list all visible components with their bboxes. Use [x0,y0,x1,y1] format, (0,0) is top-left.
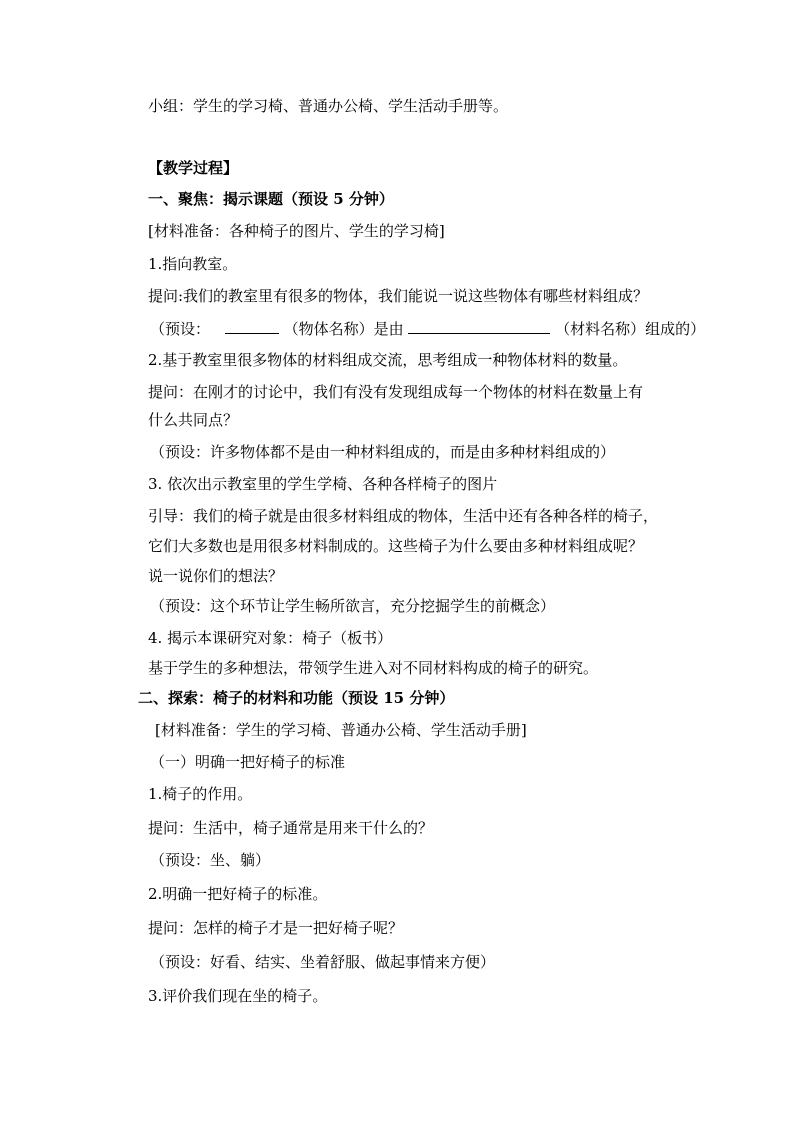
preset-label: （预设： [150,320,211,338]
materials-prep-line-2: [材料准备：学生的学习椅、普通办公椅、学生活动手册] [155,721,527,739]
preset-line-2: （预设：许多物体都不是由一种材料组成的，而是由多种材料组成的） [150,443,616,461]
preset-line-5: （预设：好看、结实、坐着舒服、做起事情来方便） [150,953,496,971]
evaluate-line: 3.评价我们现在坐的椅子。 [148,987,328,1005]
step-3-line: 3. 依次出示教室里的学生学椅、各种各样椅子的图片 [148,475,498,493]
step-2-line: 2.基于教室里很多物体的材料组成交流，思考组成一种物体材料的数量。 [148,351,628,369]
question-line-4: 提问：怎样的椅子才是一把好椅子呢？ [148,919,404,937]
question-line: 提问:我们的教室里有很多的物体，我们能说一说这些物体有哪些材料组成？ [148,287,649,305]
preset-line-4: （预设：坐、躺） [150,851,271,869]
subsection-standard: （一）明确一把好椅子的标准 [150,753,346,771]
guide-line-cont: 它们大多数也是用很多材料制成的。这些椅子为什么要由多种材料组成呢？ [148,537,644,555]
section-heading-teaching-process: 【教学过程】 [148,159,239,177]
standard-line: 2.明确一把好椅子的标准。 [148,885,328,903]
heading-explore: 二、探索：椅子的材料和功能（预设 15 分钟） [138,689,455,707]
material-name-text: （材料名称）组成的） [555,320,706,338]
step-4-line: 4. 揭示本课研究对象：椅子（板书） [148,629,393,647]
guide-line: 引导：我们的椅子就是由很多材料组成的物体，生活中还有各种各样的椅子， [148,507,659,525]
heading-focus: 一、聚焦：揭示课题（预设 5 分钟） [148,190,394,208]
materials-prep-line: [材料准备：各种椅子的图片、学生的学习椅] [148,222,445,240]
material-name-blank [408,318,550,334]
preset-fill-line [150,318,705,339]
object-name-text: （物体名称）是由 [283,320,404,338]
step-1-line: 1.指向教室。 [148,255,238,273]
question-line-2: 提问：在刚才的讨论中，我们有没有发现组成每一个物体的材料在数量上有 [148,383,644,401]
preset-line-3: （预设：这个环节让学生畅所欲言，充分挖掘学生的前概念） [150,597,556,615]
materials-group-line: 小组：学生的学习椅、普通办公椅、学生活动手册等。 [148,97,509,115]
question-line-2-cont: 什么共同点？ [148,411,239,429]
question-line-3: 提问：生活中，椅子通常是用来干什么的？ [148,819,434,837]
object-name-blank [225,318,279,334]
chair-use-line: 1.椅子的作用。 [148,785,253,803]
guide-line-cont-2: 说一说你们的想法？ [148,567,284,585]
research-line: 基于学生的多种想法，带领学生进入对不同材料构成的椅子的研究。 [148,659,599,677]
